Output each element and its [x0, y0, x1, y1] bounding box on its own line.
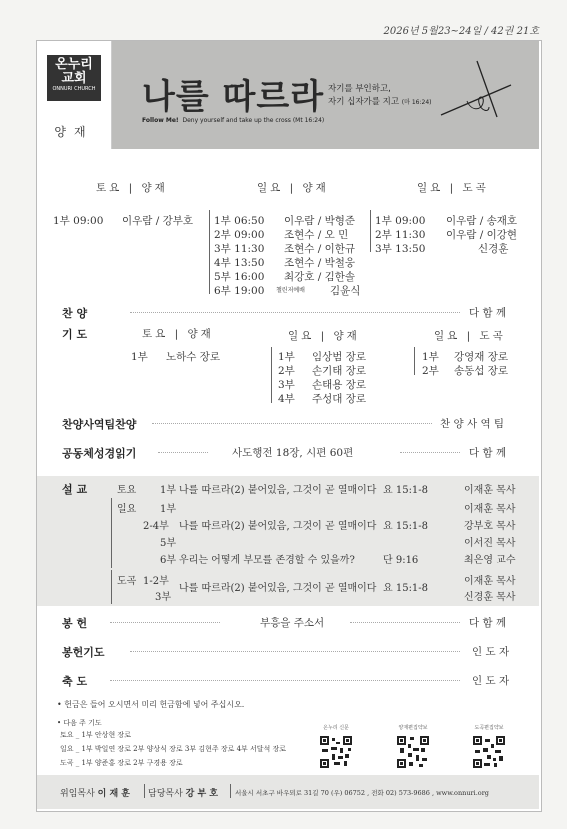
- theme-follow: [142, 117, 324, 124]
- divider: [209, 210, 210, 294]
- bulletin-date: 2026년 5월23~24일 / 42권 21호: [383, 26, 539, 37]
- sun-time-6: 6부 19:00: [214, 285, 265, 297]
- banner: [37, 41, 539, 149]
- qr-caption-dogok: 도곡편집약보: [474, 725, 504, 731]
- pastor1-label: 위임목사: [60, 789, 95, 799]
- prayer-sun-part-4: 4부: [278, 393, 295, 405]
- prayer-header-sat: 토요 | 양재: [142, 328, 214, 340]
- header-sun-yangjae: 일요 | 양재: [257, 182, 329, 194]
- divider: [111, 570, 112, 604]
- qr-code-icon[interactable]: [397, 736, 429, 768]
- logo-line1: 온누리: [55, 57, 93, 72]
- sermon-sun-preacher6: 최은영 교수: [464, 555, 516, 566]
- prayer-sun-name-2: 손기태 장로: [312, 365, 367, 377]
- prayer-dogok-part-1: 1부: [422, 351, 439, 363]
- sermon-dogok-preacher3: 신경훈 목사: [464, 592, 516, 603]
- sermon-sun-title6: 우리는 어떻게 부모를 존경할 수 있을까?: [179, 555, 355, 566]
- dogok-time-2: 2부 11:30: [375, 229, 426, 241]
- prayer-sat-part: 1부: [131, 351, 148, 363]
- church-logo: [47, 55, 101, 101]
- sun-note-6: 챌린저예배: [276, 287, 305, 294]
- footer-pastor1: [60, 786, 130, 799]
- theme-title: 나를 따르라: [142, 77, 325, 117]
- divider: [111, 498, 112, 568]
- prayer-sun-name-3: 손태용 장로: [312, 379, 367, 391]
- qr-code-icon[interactable]: [473, 736, 505, 768]
- dogok-names-2: 이우람 / 이강현: [446, 229, 518, 241]
- cross-illustration-icon: [437, 55, 517, 135]
- sat-names: 이우람 / 강부호: [122, 215, 194, 227]
- divider: [370, 210, 371, 252]
- divider: [414, 347, 415, 375]
- offering-value: 다 함 께: [469, 617, 507, 629]
- offering-prayer-label: 봉헌기도: [62, 646, 105, 659]
- sermon-sun-part1: 1부: [160, 504, 177, 515]
- footer-pastor2: [148, 786, 218, 799]
- theme-subtitle: [328, 83, 431, 109]
- sun-time-4: 4부 13:50: [214, 257, 265, 269]
- sermon-sun-preacher24: 강부호 목사: [464, 521, 516, 532]
- dogok-time-3: 3부 13:50: [375, 243, 426, 255]
- sun-time-3: 3부 11:30: [214, 243, 265, 255]
- leader-dots: [350, 622, 460, 623]
- prayer-sun-part-1: 1부: [278, 351, 295, 363]
- leader-dots: [158, 452, 208, 453]
- choir-label: 찬양사역팀찬양: [62, 418, 137, 431]
- qr-code-icon[interactable]: [320, 736, 352, 768]
- prayer-header-sun: 일요 | 양재: [288, 330, 360, 342]
- follow-text: Deny yourself and take up the cross (Mt 16:24): [182, 117, 325, 124]
- prayer-dogok-part-2: 2부: [422, 365, 439, 377]
- sermon-sun-part5: 5부: [160, 538, 177, 549]
- sat-time: 1부 09:00: [53, 215, 104, 227]
- theme-subtitle-ref: (마 16:24): [401, 99, 432, 106]
- logo-sub: ONNURI CHURCH: [52, 86, 96, 92]
- leader-dots: [130, 651, 460, 652]
- sermon-dogok-title: 나를 따르라(2) 붙어있음, 그것이 곧 열매이다: [179, 583, 377, 594]
- sermon-sat-part: 1부: [160, 485, 177, 496]
- sermon-sun-ref6: 단 9:16: [383, 555, 419, 566]
- qr-caption-yangjae: 양재편집약보: [398, 725, 428, 731]
- prayer-sun-part-3: 3부: [278, 379, 295, 391]
- theme-subtitle-line1: 자기를 부인하고,: [328, 84, 391, 94]
- follow-bold: Follow Me!: [142, 117, 179, 124]
- qr-caption-news: 온누리 신문: [323, 725, 349, 731]
- sermon-dogok-part3: 3부: [155, 592, 172, 603]
- campus-name: 양재: [54, 125, 94, 139]
- pastor2-label: 담당목사: [148, 789, 183, 799]
- sermon-sat-label: 토요: [117, 485, 137, 496]
- sermon-dogok-label: 도곡: [117, 576, 137, 587]
- reading-text: 사도행전 18장, 시편 60편: [232, 447, 354, 459]
- offering-prayer-value: 인 도 자: [472, 646, 510, 658]
- header-sat-yangjae: 토요 | 양재: [96, 182, 168, 194]
- sermon-sat-preacher: 이재훈 목사: [464, 485, 516, 496]
- blessing-label: 축 도: [62, 675, 88, 688]
- dogok-names-3: 신경훈: [478, 243, 509, 255]
- sun-names-6: 김윤식: [330, 285, 361, 297]
- prayer-sat-name: 노하수 장로: [166, 351, 221, 363]
- sermon-sun-preacher1: 이재훈 목사: [464, 504, 516, 515]
- next-prayer-title: • 다음 주 기도: [57, 719, 102, 727]
- offering-text: 부흥을 주소서: [260, 617, 325, 629]
- sermon-sat-ref: 요 15:1-8: [383, 485, 429, 496]
- next-prayer-dogok: 도곡 _ 1부 양준홍 장로 2부 구경용 장로: [60, 759, 183, 767]
- leader-dots: [152, 423, 432, 424]
- dogok-names-1: 이우람 / 송재호: [446, 215, 518, 227]
- sun-names-5: 최강호 / 김한솔: [284, 271, 356, 283]
- divider: [144, 784, 145, 798]
- logo-box: [37, 41, 112, 149]
- pastor1-name: 이 재 훈: [97, 789, 131, 799]
- sermon-sun-part24: 2-4부: [143, 521, 169, 532]
- leader-dots: [110, 680, 460, 681]
- sermon-label: 설 교: [62, 483, 88, 496]
- dogok-time-1: 1부 09:00: [375, 215, 426, 227]
- prayer-sun-part-2: 2부: [278, 365, 295, 377]
- sermon-sat-title: 나를 따르라(2) 붙어있음, 그것이 곧 열매이다: [179, 485, 377, 496]
- leader-dots: [130, 312, 460, 313]
- prayer-label: 기 도: [62, 328, 88, 341]
- sun-names-2: 조현수 / 오 민: [284, 229, 349, 241]
- prayer-header-dogok: 일요 | 도곡: [434, 330, 506, 342]
- sermon-dogok-preacher12: 이재훈 목사: [464, 576, 516, 587]
- prayer-dogok-name-1: 강영재 장로: [454, 351, 509, 363]
- leader-dots: [110, 622, 220, 623]
- praise-value: 다 함 께: [469, 307, 507, 319]
- header-sun-dogok: 일요 | 도곡: [417, 182, 489, 194]
- divider: [271, 347, 272, 403]
- sun-time-2: 2부 09:00: [214, 229, 265, 241]
- offering-label: 봉 헌: [62, 617, 88, 630]
- choir-value: 찬 양 사 역 팀: [440, 418, 505, 430]
- footer-address: 서울시 서초구 바우뫼로 31길 70 (우) 06752 , 전화 02) 573-9686 , www.onnuri.org: [235, 789, 489, 797]
- next-prayer-sat: 토요 _ 1부 안상현 장로: [60, 731, 131, 739]
- theme-subtitle-line2: 자기 십자가를 지고: [328, 97, 400, 107]
- reading-label: 공동체성경읽기: [62, 447, 137, 460]
- reading-value: 다 함 께: [469, 447, 507, 459]
- blessing-value: 인 도 자: [472, 675, 510, 687]
- sermon-dogok-part12: 1-2부: [143, 576, 169, 587]
- sermon-sun-title: 나를 따르라(2) 붙어있음, 그것이 곧 열매이다: [179, 521, 377, 532]
- divider: [230, 784, 231, 798]
- pastor2-name: 강 부 호: [185, 789, 219, 799]
- sermon-sun-ref: 요 15:1-8: [383, 521, 429, 532]
- prayer-sun-name-1: 임상범 장로: [312, 351, 367, 363]
- cash-notice: • 헌금은 들어 오시면서 미리 헌금함에 넣어 주십시오.: [57, 700, 245, 709]
- praise-label: 찬 양: [62, 307, 88, 320]
- logo-line2: 교회: [61, 71, 87, 86]
- sermon-sun-preacher5: 이서진 목사: [464, 538, 516, 549]
- sermon-sun-part6: 6부: [160, 555, 177, 566]
- prayer-dogok-name-2: 송동섭 장로: [454, 365, 509, 377]
- sermon-dogok-ref: 요 15:1-8: [383, 583, 429, 594]
- sun-names-3: 조현수 / 이한규: [284, 243, 356, 255]
- sun-names-1: 이우람 / 박형준: [284, 215, 356, 227]
- next-prayer-sun: 일요 _ 1부 박일연 장로 2부 양상식 장로 3부 김현주 장로 4부 서달석 장로: [60, 745, 287, 753]
- leader-dots: [400, 452, 460, 453]
- sermon-sun-label: 일요: [117, 504, 137, 515]
- banner-theme: [112, 41, 539, 149]
- sun-time-1: 1부 06:50: [214, 215, 265, 227]
- sun-time-5: 5부 16:00: [214, 271, 265, 283]
- prayer-sun-name-4: 주성대 장로: [312, 393, 367, 405]
- sun-names-4: 조현수 / 박철웅: [284, 257, 356, 269]
